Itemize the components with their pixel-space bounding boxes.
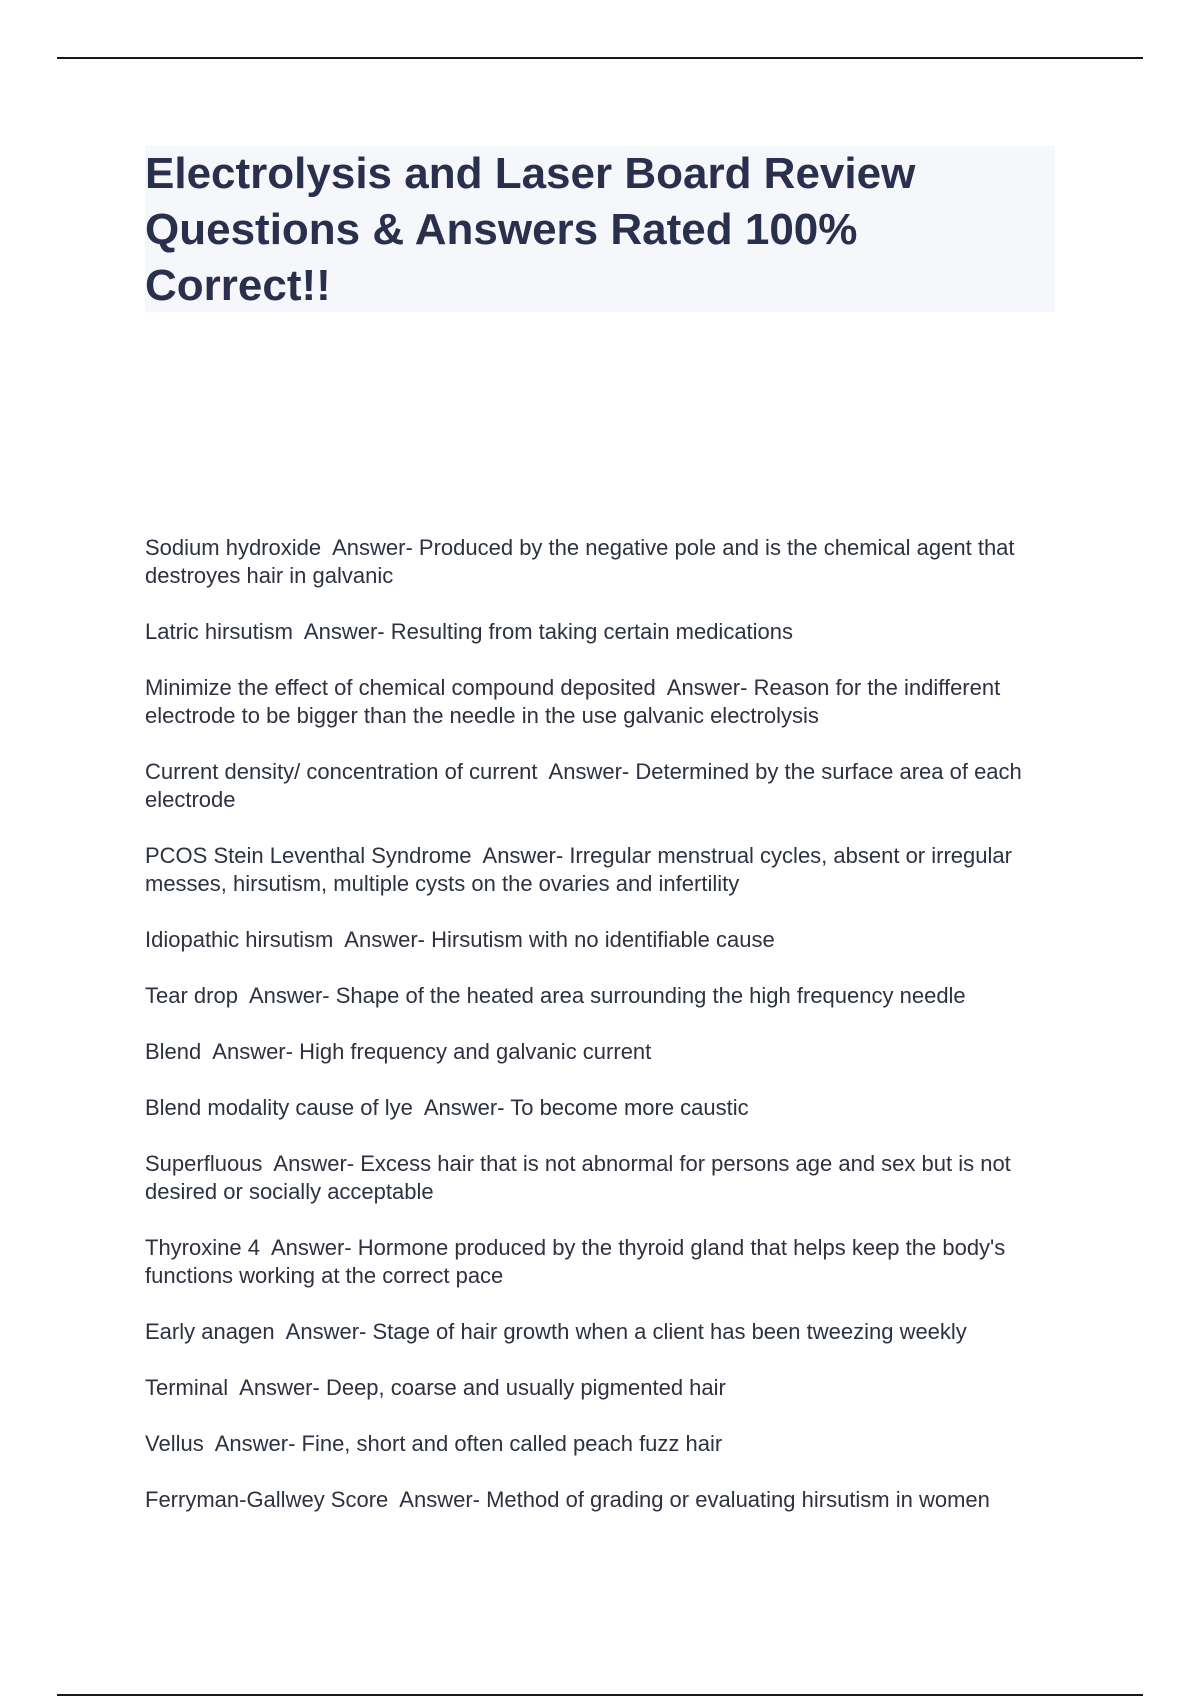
qa-item: Superfluous Answer- Excess hair that is not abnormal for persons age and sex but is not desired or socially acceptable <box>145 1151 1017 1204</box>
qa-item: Early anagen Answer- Stage of hair growth when a client has been tweezing weekly <box>145 1319 967 1344</box>
qa-list <box>145 534 1065 1542</box>
qa-item: Blend modality cause of lye Answer- To become more caustic <box>145 1095 749 1120</box>
qa-item: Idiopathic hirsutism Answer- Hirsutism with no identifiable cause <box>145 927 775 952</box>
qa-item: Latric hirsutism Answer- Resulting from taking certain medications <box>145 619 794 644</box>
qa-item: PCOS Stein Leventhal Syndrome Answer- Irregular menstrual cycles, absent or irregular messes, hirsutism, multiple cysts on the ovaries and infertility <box>145 843 1019 896</box>
qa-item: Current density/ concentration of current Answer- Determined by the surface area of each electrode <box>145 759 1028 812</box>
qa-item: Terminal Answer- Deep, coarse and usually pigmented hair <box>145 1375 726 1400</box>
qa-item: Blend Answer- High frequency and galvanic current <box>145 1039 652 1064</box>
qa-item: Vellus Answer- Fine, short and often called peach fuzz hair <box>145 1431 723 1456</box>
qa-item: Minimize the effect of chemical compound deposited Answer- Reason for the indifferent electrode to be bigger than the needle in the use galvanic electrolysis <box>145 675 1007 728</box>
header-rule <box>57 57 1143 59</box>
qa-item: Thyroxine 4 Answer- Hormone produced by the thyroid gland that helps keep the body's functions working at the correct pace <box>145 1235 1012 1288</box>
document-title: Electrolysis and Laser Board Review Questions & Answers Rated 100% Correct!! <box>145 149 916 310</box>
footer-rule <box>57 1694 1143 1696</box>
qa-item: Ferryman-Gallwey Score Answer- Method of grading or evaluating hirsutism in women <box>145 1487 990 1512</box>
qa-item: Sodium hydroxide Answer- Produced by the negative pole and is the chemical agent that destroyes hair in galvanic <box>145 535 1021 588</box>
title-block <box>145 146 1055 312</box>
qa-item: Tear drop Answer- Shape of the heated area surrounding the high frequency needle <box>145 983 966 1008</box>
